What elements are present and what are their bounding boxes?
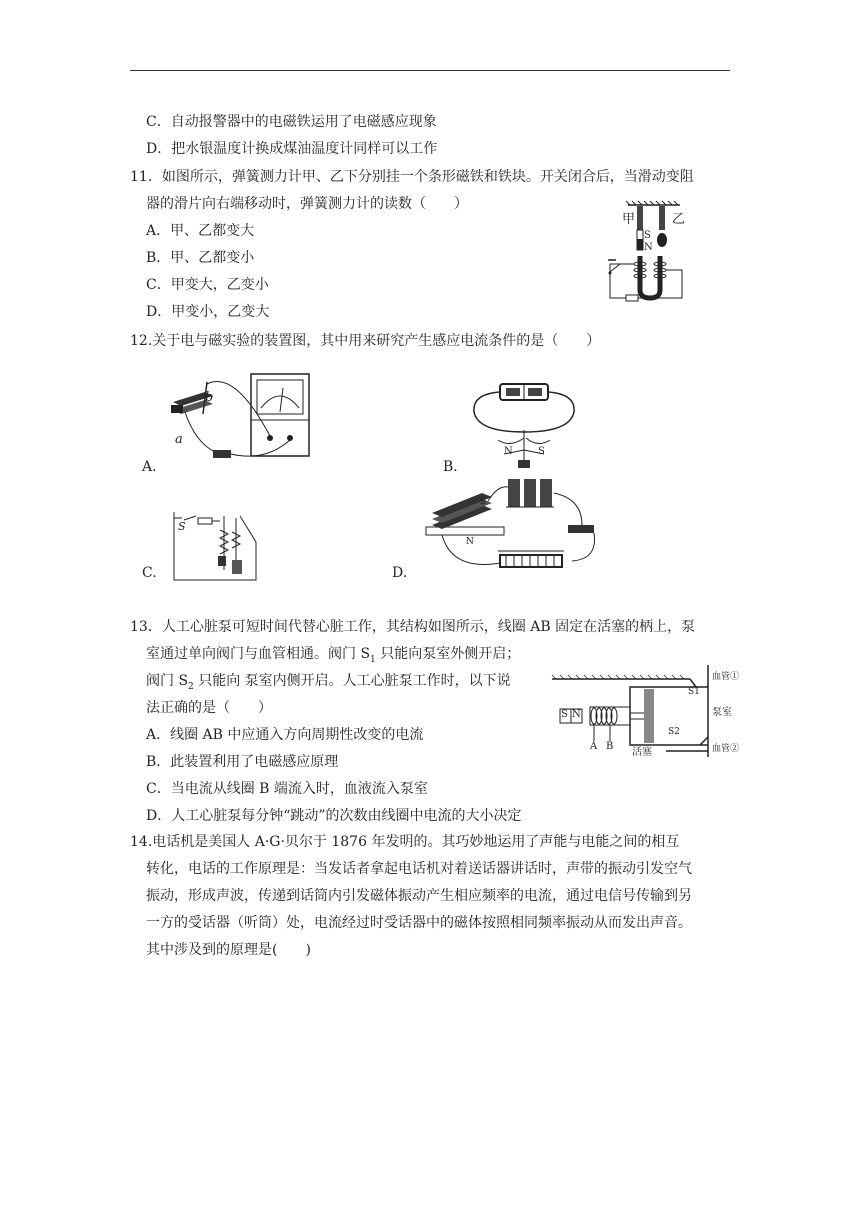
q13-fig-pump: 泵室 xyxy=(712,707,732,718)
q12-stem: 12.关于电与磁实验的装置图，其中用来研究产生感应电流条件的是（ ） xyxy=(130,333,601,349)
q11-option-b: B．甲、乙都变小 xyxy=(146,250,255,266)
q11-stem-line1: 11．如图所示，弹簧测力计甲、乙下分别挂一个条形磁铁和铁块。开关闭合后，当滑动变阻 xyxy=(130,169,694,185)
q11-fig-label-s: S xyxy=(644,230,651,241)
q11-option-d: D．甲变小，乙变大 xyxy=(146,304,270,320)
q13-option-a: A．线圈 AB 中应通入方向周期性改变的电流 xyxy=(146,727,424,743)
q13-option-d: D．人工心脏泵每分钟“跳动”的次数由线圈中电流的大小决定 xyxy=(146,808,522,824)
q13-option-c: C．当电流从线圈 B 端流入时，血液流入泵室 xyxy=(146,781,428,797)
q13-stem-line2: 室通过单向阀门与血管相通。阀门 $S_1$ 只能向泵室外侧开启； xyxy=(146,646,521,665)
q12-figure-b xyxy=(470,380,580,470)
q13-fig-valve2: S2 xyxy=(668,727,680,737)
q13-fig-vessel2: 血管② xyxy=(712,744,740,754)
q12-fig-a-a: a xyxy=(175,432,183,447)
q13-stem-line1: 13．人工心脏泵可短时间代替心脏工作，其结构如图所示，线圈 AB 固定在活塞的柄上，泵 xyxy=(130,619,696,635)
q11-option-a: A．甲、乙都变大 xyxy=(146,223,255,239)
q13-stem-line3: 阀门 $S_2$ 只能向 泵室内侧开启。人工心脏泵工作时，以下说 xyxy=(146,673,511,692)
header-rule xyxy=(130,70,730,71)
q12-fig-b-n: N xyxy=(504,446,513,457)
q12-fig-d-s: S xyxy=(480,497,487,507)
q12-figure-b-label: B. xyxy=(443,459,458,475)
q10-option-c: C．自动报警器中的电磁铁运用了电磁感应现象 xyxy=(146,114,437,130)
q12-fig-c-s: S xyxy=(178,520,186,533)
q12-fig-a-b: b xyxy=(205,390,214,405)
q12-figure-a xyxy=(165,372,315,472)
q13-fig-vessel1: 血管① xyxy=(712,672,740,682)
q14-stem-line3: 振动，形成声波，传递到话筒内引发磁体振动产生相应频率的电流，通过电信号传输到另 xyxy=(146,888,692,904)
q12-figure-c xyxy=(170,510,260,582)
q11-option-c: C．甲变大，乙变小 xyxy=(146,277,269,293)
q13-fig-valve1: S1 xyxy=(688,687,700,697)
q12-figure-a-label: A. xyxy=(142,459,157,475)
q12-figure-d xyxy=(422,475,602,585)
q14-stem-line2: 转化，电话的工作原理是：当发话者拿起电话机对着送话器讲话时，声带的振动引发空气 xyxy=(146,861,692,877)
q11-fig-label-yi: 乙 xyxy=(672,212,686,227)
q11-stem-line2: 器的滑片向右端移动时，弹簧测力计的读数（ ） xyxy=(146,196,468,212)
q12-fig-b-s: S xyxy=(538,446,545,457)
q11-figure xyxy=(600,200,700,305)
q12-figure-d-label: D. xyxy=(392,565,408,581)
q13-figure xyxy=(550,665,750,757)
q11-fig-label-jia: 甲 xyxy=(622,212,636,227)
q13-stem-line4: 法正确的是（ ） xyxy=(146,700,272,716)
q14-stem-line4: 一方的受话器（听筒）处，电流经过时受话器中的磁体按照相同频率振动从而发出声音。 xyxy=(146,915,692,931)
q14-stem-line5: 其中涉及到的原理是( ) xyxy=(146,942,311,958)
q12-figure-c-label: C. xyxy=(142,565,157,581)
q11-fig-label-n: N xyxy=(644,242,653,253)
q13-fig-coil-b: B xyxy=(606,741,614,752)
q13-fig-piston: 活塞 xyxy=(632,747,652,758)
q13-fig-coil-a: A xyxy=(590,741,598,752)
q10-option-d: D．把水银温度计换成煤油温度计同样可以工作 xyxy=(146,141,438,157)
q14-stem-line1: 14.电话机是美国人 A·G·贝尔于 1876 年发明的。其巧妙地运用了声能与电能之间的相互 xyxy=(130,834,680,850)
q13-fig-magnet-n: N xyxy=(572,709,581,720)
q13-fig-magnet-s: S xyxy=(561,709,568,720)
q13-option-b: B．此装置利用了电磁感应原理 xyxy=(146,754,339,770)
q12-fig-d-n: N xyxy=(466,537,474,547)
